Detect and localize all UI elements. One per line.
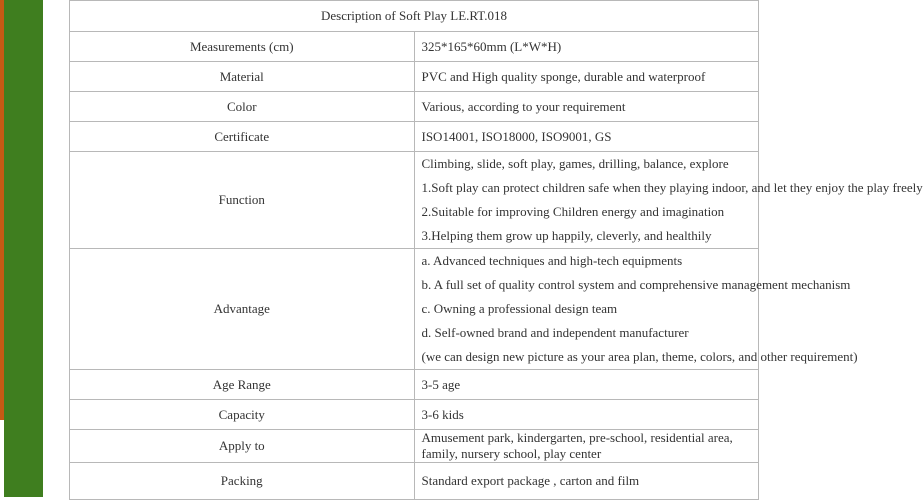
advantage-line: a. Advanced techniques and high-tech equipments [421, 253, 683, 268]
row-value: 3-6 kids [414, 400, 759, 430]
table-row-certificate [70, 122, 759, 152]
row-value [414, 152, 923, 249]
row-label: Measurements (cm) [70, 32, 415, 62]
table-row-function [70, 152, 759, 249]
row-value: Standard export package , carton and film [414, 463, 759, 500]
row-label: Material [70, 62, 415, 92]
row-label: Advantage [70, 249, 415, 370]
function-line: Climbing, slide, soft play, games, drilling, balance, explore [421, 156, 729, 171]
function-line: 3.Helping them grow up happily, cleverly, and healthily [421, 228, 712, 243]
row-value: PVC and High quality sponge, durable and waterproof [414, 62, 759, 92]
row-label: Capacity [70, 400, 415, 430]
green-side-bar [4, 0, 43, 497]
row-value: 325*165*60mm (L*W*H) [414, 32, 759, 62]
row-value: Various, according to your requirement [414, 92, 759, 122]
advantage-line: b. A full set of quality control system and comprehensive management mechanism [421, 277, 851, 292]
row-value: 3-5 age [414, 370, 759, 400]
row-label: Age Range [70, 370, 415, 400]
function-line: 2.Suitable for improving Children energy and imagination [421, 204, 725, 219]
table-row-packing [70, 463, 759, 500]
table-row-apply-to [70, 430, 759, 463]
table-row-material [70, 62, 759, 92]
table-row-color [70, 92, 759, 122]
table-row-age-range [70, 370, 759, 400]
function-line: 1.Soft play can protect children safe when they playing indoor, and let they enjoy the play freely [421, 180, 923, 195]
row-label: Certificate [70, 122, 415, 152]
row-label: Packing [70, 463, 415, 500]
row-value [414, 249, 858, 370]
table-row-capacity [70, 400, 759, 430]
advantage-line: c. Owning a professional design team [421, 301, 618, 316]
row-value: Amusement park, kindergarten, pre-school, residential area, family, nursery school, play center [414, 430, 759, 463]
row-value: ISO14001, ISO18000, ISO9001, GS [414, 122, 759, 152]
product-spec-table [69, 0, 923, 500]
advantage-line: (we can design new picture as your area plan, theme, colors, and other requirement) [421, 349, 858, 364]
advantage-line: d. Self-owned brand and independent manufacturer [421, 325, 689, 340]
row-label: Function [70, 152, 415, 249]
table-row-advantage [70, 249, 759, 370]
row-label: Apply to [70, 430, 415, 463]
table-title: Description of Soft Play LE.RT.018 [70, 1, 759, 32]
row-label: Color [70, 92, 415, 122]
table-row-measurements [70, 32, 759, 62]
